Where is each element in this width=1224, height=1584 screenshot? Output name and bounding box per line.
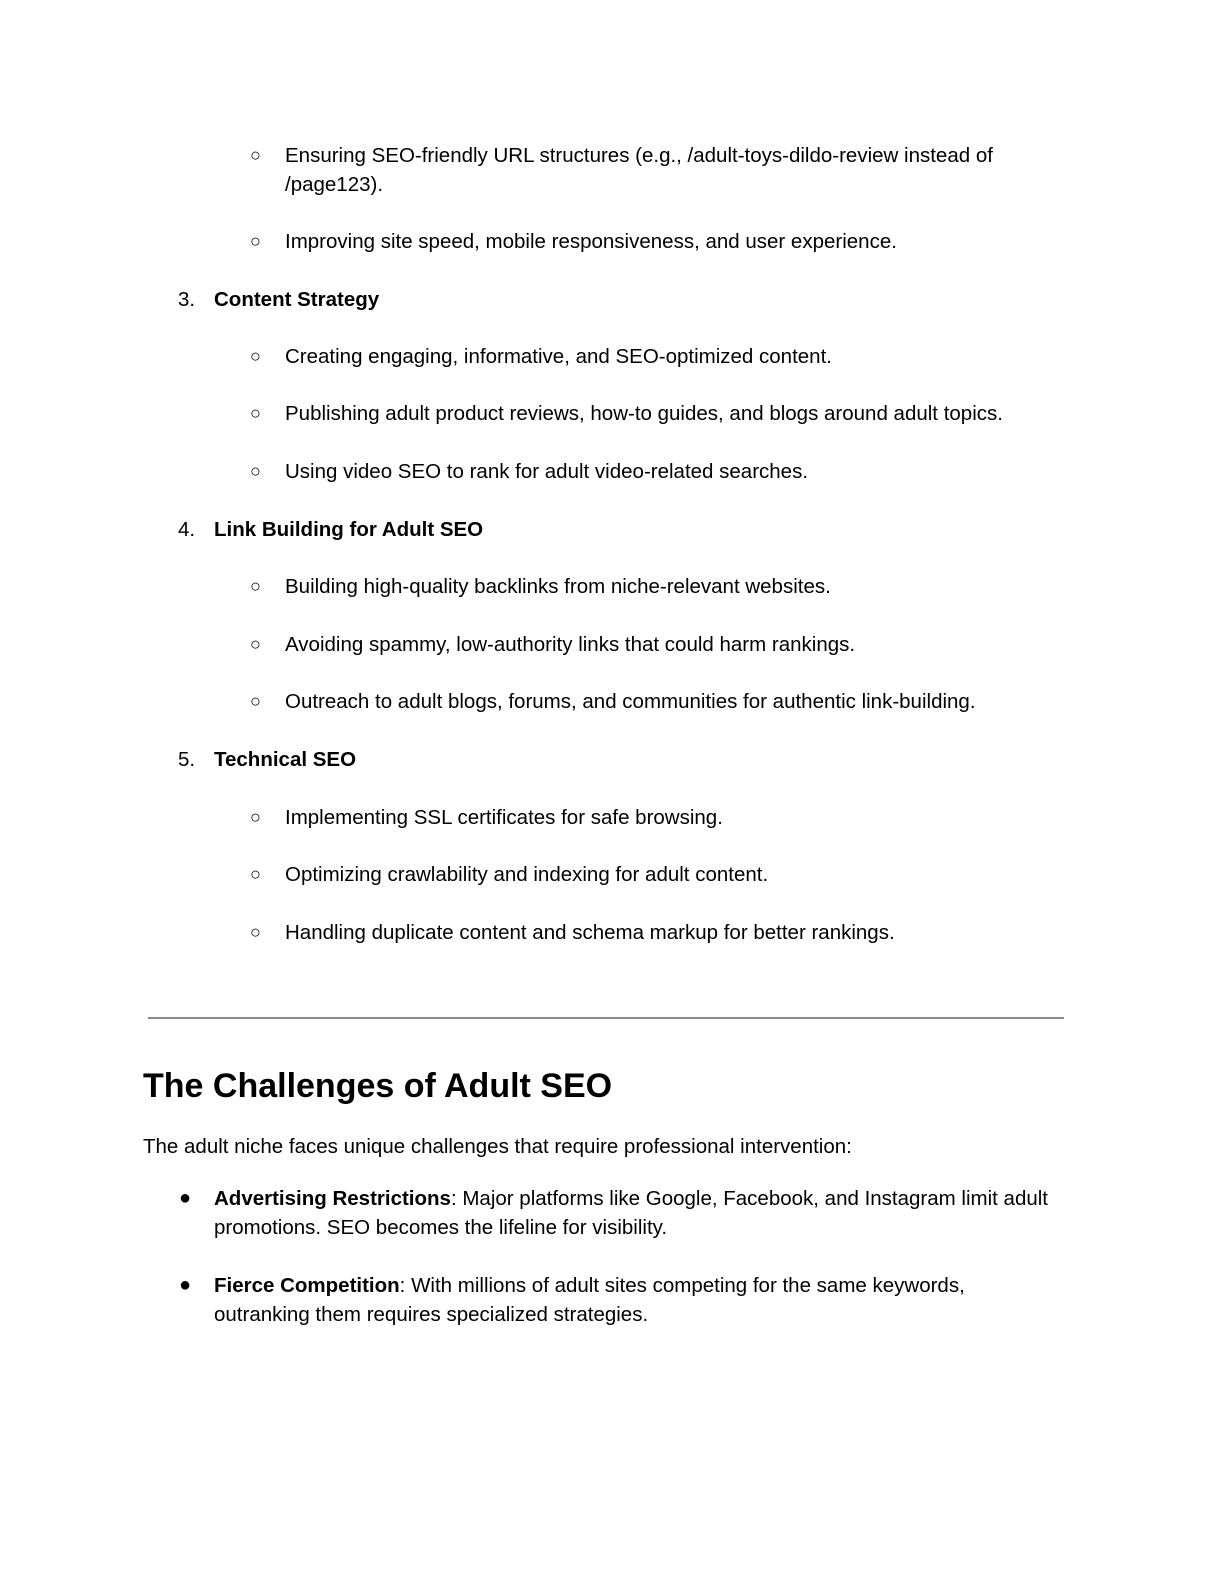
bullet-icon: ● bbox=[179, 1274, 192, 1296]
challenge-description: : Major platforms like Google, Facebook, and Instagram limit adult promotions. SEO becomes the lifeline for visibility. bbox=[214, 1187, 1048, 1239]
sub-bullet-icon: ○ bbox=[250, 461, 261, 481]
sub-bullet-icon: ○ bbox=[250, 634, 261, 654]
section-title: Content Strategy bbox=[214, 288, 380, 311]
section-number: 5. bbox=[178, 748, 196, 771]
section-title: Link Building for Adult SEO bbox=[214, 518, 484, 541]
challenge-term: Fierce Competition bbox=[214, 1274, 400, 1297]
sub-bullet-icon: ○ bbox=[250, 145, 261, 165]
list-item: Outreach to adult blogs, forums, and communities for authentic link-building. bbox=[285, 690, 976, 713]
list-item: Creating engaging, informative, and SEO-optimized content. bbox=[285, 345, 832, 368]
sub-bullet-icon: ○ bbox=[250, 576, 261, 596]
challenge-item bbox=[214, 1271, 1064, 1329]
section-divider bbox=[148, 1017, 1064, 1019]
sub-bullet-icon: ○ bbox=[250, 231, 261, 251]
list-item: Optimizing crawlability and indexing for adult content. bbox=[285, 863, 769, 886]
challenges-heading: The Challenges of Adult SEO bbox=[143, 1067, 613, 1105]
sub-bullet-icon: ○ bbox=[250, 864, 261, 884]
section-number: 3. bbox=[178, 288, 196, 311]
bullet-icon: ● bbox=[179, 1187, 192, 1209]
list-item: Building high-quality backlinks from niche-relevant websites. bbox=[285, 575, 831, 598]
list-item: Implementing SSL certificates for safe browsing. bbox=[285, 806, 723, 829]
sub-bullet-icon: ○ bbox=[250, 691, 261, 711]
sub-bullet-icon: ○ bbox=[250, 403, 261, 423]
list-item: Using video SEO to rank for adult video-related searches. bbox=[285, 460, 809, 483]
challenge-description: : With millions of adult sites competing for the same keywords, outranking them requires specialized strategies. bbox=[214, 1274, 965, 1326]
list-item: Handling duplicate content and schema markup for better rankings. bbox=[285, 921, 895, 944]
list-item: Ensuring SEO-friendly URL structures (e.g., /adult-toys-dildo-review instead of /page123). bbox=[285, 144, 993, 196]
section-number: 4. bbox=[178, 518, 196, 541]
challenge-term: Advertising Restrictions bbox=[214, 1187, 451, 1210]
sub-bullet-icon: ○ bbox=[250, 922, 261, 942]
sub-bullet-icon: ○ bbox=[250, 346, 261, 366]
list-item: Avoiding spammy, low-authority links that could harm rankings. bbox=[285, 633, 856, 656]
challenges-intro: The adult niche faces unique challenges that require professional intervention: bbox=[143, 1135, 852, 1158]
section-title: Technical SEO bbox=[214, 748, 357, 771]
list-item: Publishing adult product reviews, how-to guides, and blogs around adult topics. bbox=[285, 402, 1003, 425]
list-item: Improving site speed, mobile responsiveness, and user experience. bbox=[285, 230, 897, 253]
sub-bullet-icon: ○ bbox=[250, 807, 261, 827]
challenge-item bbox=[214, 1184, 1064, 1242]
